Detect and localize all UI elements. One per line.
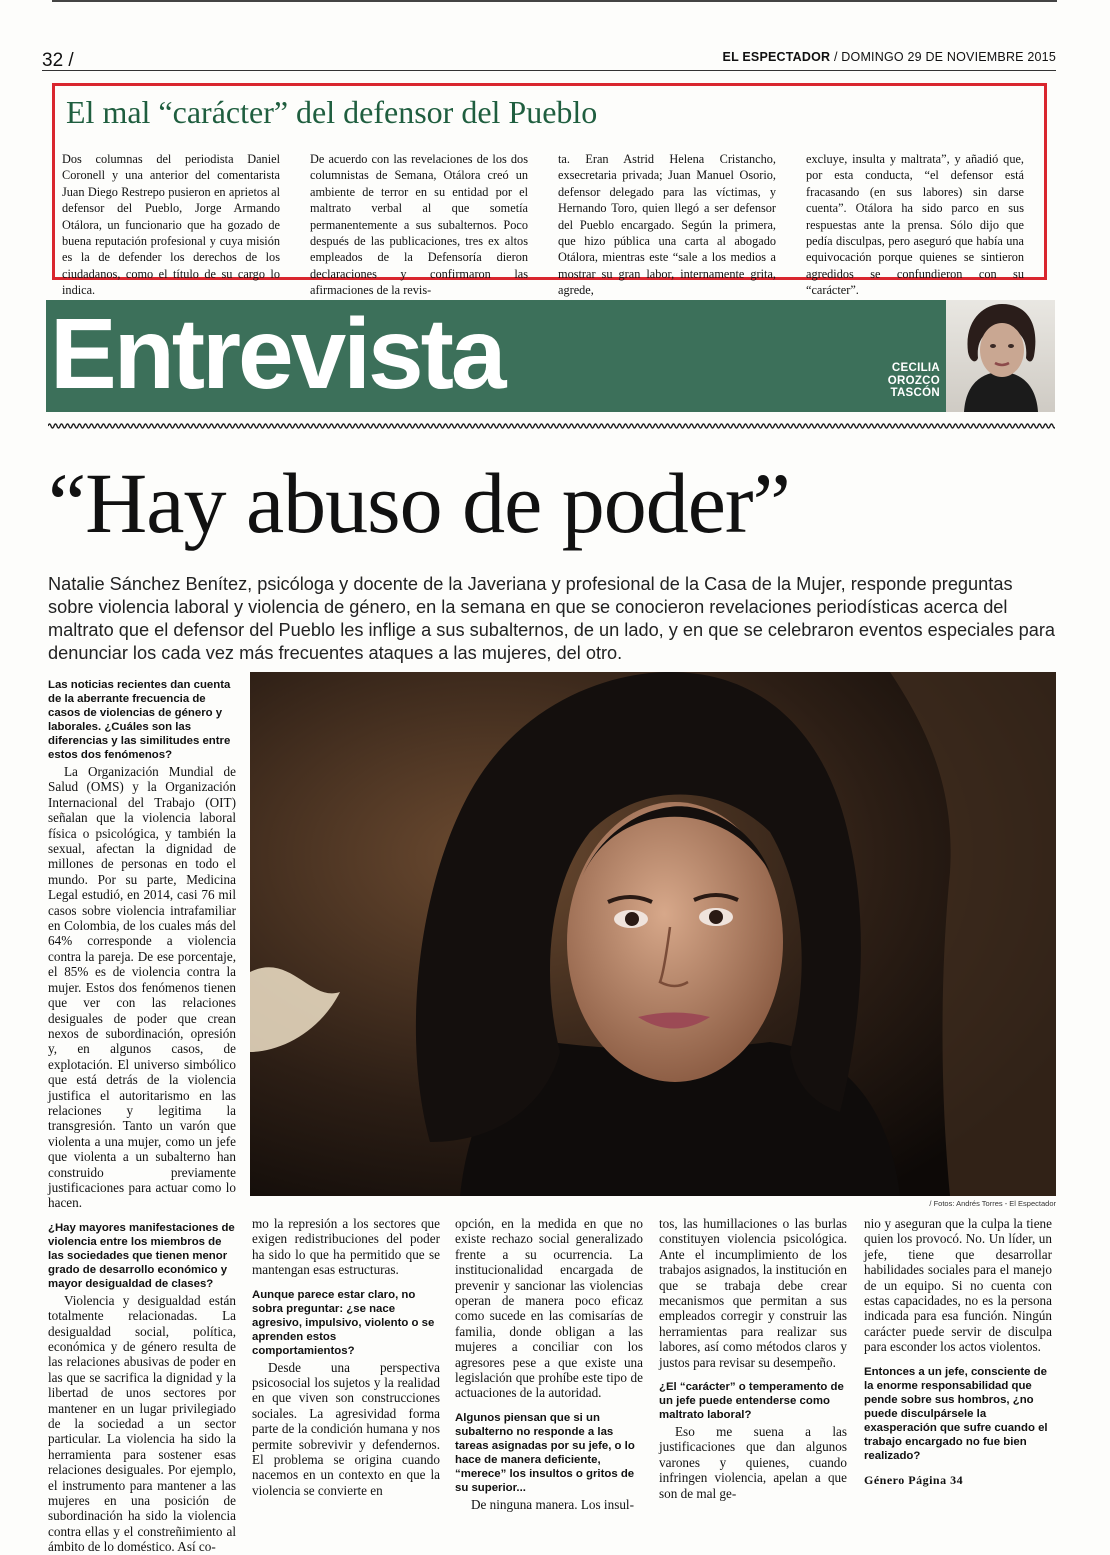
- author-name: [868, 362, 940, 400]
- article-column-3: [455, 1216, 643, 1512]
- header-rule: [42, 70, 1056, 71]
- answer-continued: opción, en la medida en que no existe rechazo social generalizado frente a su ocurrencia. La institucionalidad encargada de prevenir y sancionar las violencias operan de manera poco eficaz como sucede en las comisarías de familia, donde obligan a las mujeres a conciliar con los agresores pese a que existe una legislación que prohíbe este tipo de actuaciones de la autoridad.: [455, 1216, 643, 1401]
- article-column-5: [864, 1216, 1052, 1488]
- article-column-1: [48, 678, 236, 1555]
- sidebar-column: excluye, insulta y maltrata”, y añadió que, por esta conducta, “el defensor está fracasando (en sus labores) sin darse cuenta”. Otálora ha sido parco en sus respuestas ante la prensa. Sólo dijo que pedía disculpas, pero aseguró que había una equivocación porque quienes se sintieron agredidos se confundieron con su “carácter”.: [806, 152, 1024, 298]
- answer: Violencia y desigualdad están totalmente relacionadas. La desigualdad social, política, económica y de género resulta de las relaciones abusivas de poder en las que se sacrifica la dignidad y la libertad de unos sectores por mantener en un lugar privilegiado de la sociedad a un sector particular. La violencia ha sido la herramienta para sostener esas relaciones desiguales. Por ejemplo, el instrumento para mantener a las mujeres en una posición de subordinación ha sido la violencia contra ellas y el constreñimiento al ámbito de lo doméstico. Así co-: [48, 1292, 236, 1555]
- sidebar-column: Dos columnas del periodista Daniel Coronell y una anterior del comentarista Juan Diego Restrepo pusieron en aprietos al defensor del Pueblo, Jorge Armando Otálora, un funcionario que ha gozado de buena reputación profesional y cuya misión es la de defender los derechos de los ciudadanos, como el título de su cargo lo indica.: [62, 152, 280, 298]
- answer: Eso me suena a las justificaciones que dan algunos varones y quienes, cuando infringen violencia, apelan a que son de mal ge-: [659, 1424, 847, 1501]
- answer-continued: nio y aseguran que la culpa la tiene quien los provocó. No. Un líder, un jefe, tiene que desarrollar habilidades sociales para el manejo de un equipo. Si no cuenta con estas capacidades, no es la persona indicada para esa función. Ningún carácter puede servir de disculpa para esconder los actos violentos.: [864, 1216, 1052, 1355]
- question: ¿El “carácter” o temperamento de un jefe puede entenderse como maltrato laboral?: [659, 1381, 844, 1422]
- question: Aunque parece estar claro, no sobra preguntar: ¿se nace agresivo, impulsivo, violento o se aprenden estos comportamientos?: [252, 1288, 435, 1357]
- photo-credit: / Fotos: Andrés Torres - El Espectador: [929, 1199, 1056, 1208]
- interviewee-photo: [250, 672, 1056, 1196]
- question: Entonces a un jefe, consciente de la enorme responsabilidad que pende sobre sus hombros, ¿no puede disculpársele la exasperación que sufre cuando el trabajo encargado no fue bien realizado?: [864, 1365, 1048, 1462]
- answer-continued: tos, las humillaciones o las burlas constituyen violencia psicológica. Ante el incumplimiento de los trabajos asignados, la institución en que se trabaja debe crear mecanismos que permitan a sus empleados corregir y construir las herramientas para realizar sus labores, así como métodos claros y justos para revisar su desempeño.: [659, 1216, 847, 1370]
- article-column-2: [252, 1216, 440, 1498]
- sidebar-title: El mal “carácter” del defensor del Pueblo: [66, 94, 598, 130]
- publication-name: EL ESPECTADOR: [722, 50, 831, 64]
- intro-paragraph: Natalie Sánchez Benítez, psicóloga y docente de la Javeriana y profesional de la Casa de la Mujer, responde preguntas sobre violencia laboral y violencia de género, en la semana en que se conocieron revelaciones periodísticas acerca del maltrato que el defensor del Pueblo les inflige a sus subalternos, de un lado, y en que se celebraron eventos especiales para denunciar los cada vez más frecuentes ataques a las mujeres, del otro.: [48, 574, 1056, 663]
- answer: De ninguna manera. Los insul-: [471, 1496, 634, 1512]
- answer-continued: mo la represión a los sectores que exigen redistribuciones del poder ha sido lo que ha permitido que se mantengan esas estructuras.: [252, 1216, 440, 1278]
- masthead: [723, 50, 1056, 64]
- issue-date: / DOMINGO 29 DE NOVIEMBRE 2015: [833, 50, 1056, 64]
- author-photo: [946, 300, 1055, 412]
- sidebar-column: De acuerdo con las revelaciones de los dos columnistas de Semana, Otálora creó un ambiente de terror en su entidad por el maltrato verbal al que sometía permanentemente a sus subalternos. Poco después de las publicaciones, tres ex altos empleados de la Defensoría dieron declaraciones y confirmaron las afirmaciones de la revis-: [310, 152, 528, 298]
- answer: Desde una perspectiva psicosocial los sujetos y la realidad en que viven son construcciones sociales. La agresividad forma parte de la condición humana y nos permite sobrevivir y defendernos. El problema se origina cuando nacemos en un contexto en que la violencia se convierte en: [252, 1359, 440, 1498]
- page-number: 32 /: [42, 50, 74, 71]
- question: ¿Hay mayores manifestaciones de violencia entre los miembros de las sociedades que tienen menor grado de desarrollo económico y mayor desigualdad de clases?: [48, 1221, 235, 1290]
- sidebar-column: ta. Eran Astrid Helena Cristancho, exsecretaria privada; Juan Manuel Osorio, defensor delegado para las víctimas, y Hernando Toro, quien llegó a ser defensor del Pueblo encargado. Según la primera, que hizo pública una carta al abogado Otálora, mientras este “sale a los medios a mostrar su gran labor, internamente grita, agrede,: [558, 152, 776, 298]
- answer: La Organización Mundial de Salud (OMS) y la Organización Internacional del Trabajo (OIT) señalan que la violencia laboral física o psicológica, y también la sexual, afectan la dignidad de millones de personas en todo el mundo. Por su parte, Medicina Legal estudió, en 2014, casi 76 mil casos sobre violencia intrafamiliar en Colombia, de los cuales más del 64% corresponde a violencia contra la pareja. De ese porcentaje, el 85% es de violencia contra la mujer. Estos dos fenómenos tienen que ver con las relaciones desiguales de poder que crean nexos de subordinación, opresión y, en algunos casos, de explotación. El universo simbólico que está detrás de la violencia justifica el autoritarismo en las relaciones y legitima la transgresión. Tanto un varón que violenta a una mujer, como un jefe que violenta a un subalterno han construido previamente justificaciones para actuar como lo hacen.: [48, 764, 236, 1211]
- question: Las noticias recientes dan cuenta de la aberrante frecuencia de casos de violencias de género y laborales. ¿Cuáles son las diferencias y las similitudes entre estos dos fenómenos?: [48, 679, 231, 761]
- article-column-4: [659, 1216, 847, 1501]
- headline: “Hay abuso de poder”: [48, 455, 790, 551]
- author-first-name: CECILIA: [891, 362, 940, 374]
- decorative-wave: [48, 422, 1055, 430]
- top-rule: [52, 0, 1057, 8]
- author-surname: OROZCO: [887, 374, 940, 387]
- section-title: Entrevista: [50, 298, 504, 410]
- question: Algunos piensan que si un subalterno no responde a las tareas asignadas por su jefe, o lo hace de manera deficiente, “merece” los insultos o gritos de su superior...: [455, 1411, 635, 1494]
- author-second-surname: TASCÓN: [890, 387, 940, 399]
- continued-on-link[interactable]: Género Página 34: [864, 1472, 964, 1487]
